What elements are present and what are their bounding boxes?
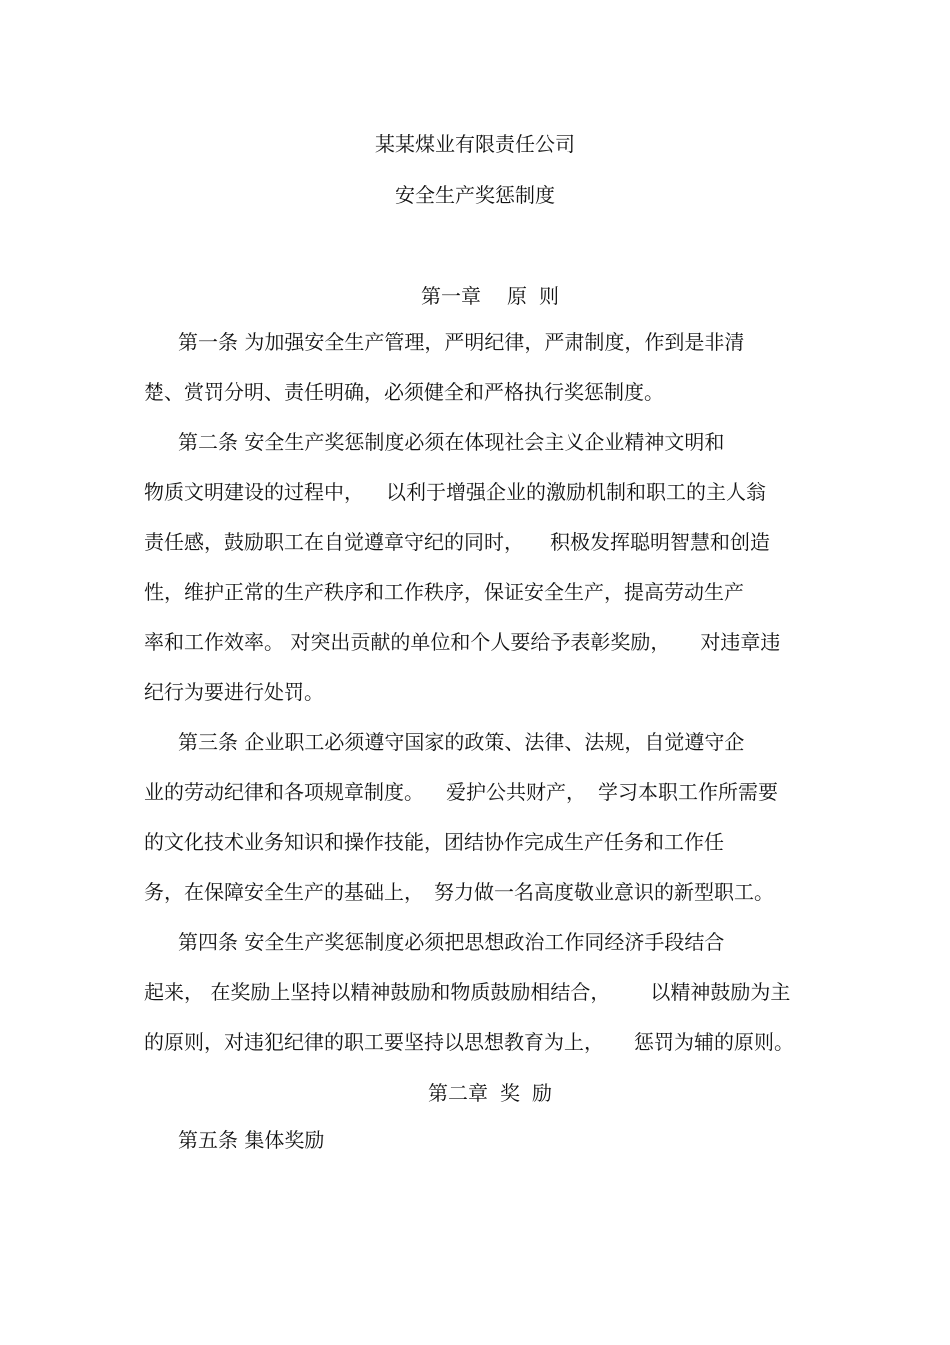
article-3-line-1: 第三条 企业职工必须遵守国家的政策、法律、法规，自觉遵守企 xyxy=(178,730,745,754)
text-segment: 惩罚为辅的原则。 xyxy=(634,1030,794,1054)
article-2-line-5 xyxy=(144,630,780,654)
chapter-title-char: 励 xyxy=(532,1081,552,1105)
chapter-heading-2 xyxy=(0,1077,950,1106)
text-segment: 务，在保障安全生产的基础上， xyxy=(144,880,424,904)
article-4-line-2 xyxy=(144,980,790,1004)
text-segment: 努力做一名高度敬业意识的新型职工。 xyxy=(434,880,774,904)
text-segment: 对违章违 xyxy=(700,630,781,654)
company-title: 某某煤业有限责任公司 xyxy=(375,132,575,156)
text-segment: 起来， 在奖励上坚持以精神鼓励和物质鼓励相结合， xyxy=(144,980,611,1004)
article-2-line-4: 性，维护正常的生产秩序和工作秩序，保证安全生产，提高劳动生产 xyxy=(144,580,744,604)
text-segment: 业的劳动纪律和各项规章制度。 xyxy=(144,780,424,804)
article-3-line-2 xyxy=(144,780,778,804)
text-segment: 的原则，对违犯纪律的职工要坚持以思想教育为上， xyxy=(144,1030,604,1054)
article-2-line-3 xyxy=(144,530,770,554)
article-1-line-2: 楚、赏罚分明、责任明确，必须健全和严格执行奖惩制度。 xyxy=(144,380,664,404)
chapter-number: 第一章 xyxy=(421,284,481,308)
article-4-line-3 xyxy=(144,1030,794,1054)
text-segment: 责任感，鼓励职工在自觉遵章守纪的同时， xyxy=(144,530,524,554)
article-3-line-4 xyxy=(144,880,774,904)
text-segment: 学习本职工作所需要 xyxy=(598,780,778,804)
text-segment: 以利于增强企业的激励机制和职工的主人翁 xyxy=(386,480,766,504)
chapter-title-char: 原 xyxy=(507,284,527,308)
article-5-line-1: 第五条 集体奖励 xyxy=(178,1128,325,1152)
article-1-line-1: 第一条 为加强安全生产管理，严明纪律，严肃制度，作到是非清 xyxy=(178,330,745,354)
document-title: 安全生产奖惩制度 xyxy=(395,183,555,207)
text-segment: 率和工作效率。 对突出贡献的单位和个人要给予表彰奖励， xyxy=(144,630,671,654)
chapter-title-char: 奖 xyxy=(500,1081,520,1105)
text-segment: 积极发挥聪明智慧和创造 xyxy=(550,530,770,554)
chapter-title-char: 则 xyxy=(539,284,559,308)
chapter-number: 第二章 xyxy=(428,1081,488,1105)
article-2-line-2 xyxy=(144,480,766,504)
text-segment: 爱护公共财产， xyxy=(446,780,586,804)
chapter-heading-1 xyxy=(0,280,950,309)
text-segment: 以精神鼓励为主 xyxy=(650,980,791,1004)
article-2-line-6: 纪行为要进行处罚。 xyxy=(144,680,324,704)
article-4-line-1: 第四条 安全生产奖惩制度必须把思想政治工作同经济手段结合 xyxy=(178,930,725,954)
article-2-line-1: 第二条 安全生产奖惩制度必须在体现社会主义企业精神文明和 xyxy=(178,430,725,454)
article-3-line-3: 的文化技术业务知识和操作技能，团结协作完成生产任务和工作任 xyxy=(144,830,724,854)
text-segment: 物质文明建设的过程中， xyxy=(144,480,364,504)
